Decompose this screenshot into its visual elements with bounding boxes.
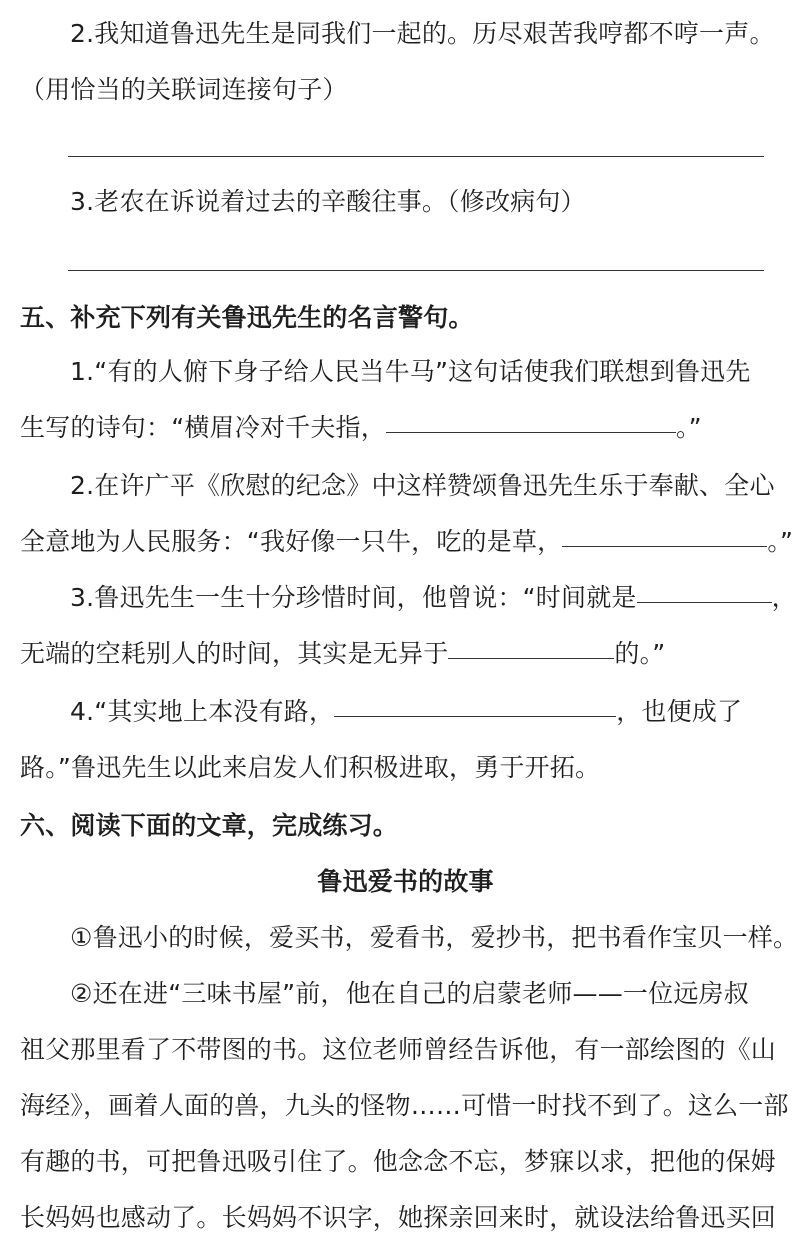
- s5-q3-line2-suffix: 的。”: [614, 639, 666, 668]
- s5-q2-line1: 2.在许广平《欣慰的纪念》中这样赞颂鲁迅先生乐于奉献、全心: [70, 471, 775, 500]
- s5-q2-prefix: 全意地为人民服务：“我好像一只牛，吃的是草，: [20, 527, 563, 556]
- s5-q2-blank[interactable]: [562, 545, 767, 547]
- s4-q3-text: 3.老农在诉说着过去的辛酸往事。（修改病句）: [70, 187, 586, 216]
- s5-q4-line1: [0, 692, 811, 732]
- s4-q2-answer-line[interactable]: [68, 156, 764, 157]
- article-p2-line5: 长妈妈也感动了。长妈妈不识字，她探亲回来时，就设法给鲁迅买回: [20, 1203, 777, 1232]
- s5-q3-blank-2[interactable]: [448, 657, 614, 659]
- s5-q3-line1: [0, 578, 811, 618]
- s5-q1-suffix: 。”: [675, 413, 702, 442]
- article-p2-line1: ②还在进“三味书屋”前，他在自己的启蒙老师——一位远房叔: [70, 979, 749, 1008]
- s5-q1-line2: [0, 408, 811, 448]
- s5-q3-suffix: ，: [771, 583, 797, 612]
- s5-q1-line1: 1.“有的人俯下身子给人民当牛马”这句话使我们联想到鲁迅先: [70, 357, 751, 386]
- s5-q2-suffix: 。”: [767, 527, 794, 556]
- s4-q2-text: 2.我知道鲁迅先生是同我们一起的。历尽艰苦我哼都不哼一声。: [70, 19, 775, 48]
- s5-q1-prefix: 生写的诗句：“横眉冷对千夫指，: [20, 413, 386, 442]
- s5-q4-line2: 路。”鲁迅先生以此来启发人们积极进取，勇于开拓。: [20, 753, 601, 782]
- s5-heading: 五、补充下列有关鲁迅先生的名言警句。: [20, 303, 474, 332]
- article-p2-line2: 祖父那里看了不带图的书。这位老师曾经告诉他，有一部绘图的《山: [20, 1035, 777, 1064]
- s5-q4-prefix: 4.“其实地上本没有路，: [70, 697, 335, 726]
- s4-q3-answer-line[interactable]: [68, 270, 764, 271]
- s5-q3-line2: [0, 634, 811, 674]
- s5-q1-blank[interactable]: [386, 431, 676, 433]
- s5-q3-prefix: 3.鲁迅先生一生十分珍惜时间，他曾说：“时间就是: [70, 583, 637, 612]
- article-p2-line4: 有趣的书，可把鲁迅吸引住了。他念念不忘，梦寐以求，把他的保姆: [20, 1147, 777, 1176]
- s5-q4-suffix: ，也便成了: [616, 697, 743, 726]
- article-title: 鲁迅爱书的故事: [317, 867, 494, 896]
- article-p2-line3: 海经》，画着人面的兽，九头的怪物……可惜一时找不到了。这么一部: [20, 1091, 789, 1120]
- s5-q3-line2-prefix: 无端的空耗别人的时间，其实是无异于: [20, 639, 449, 668]
- article-p1: ①鲁迅小的时候，爱买书，爱看书，爱抄书，把书看作宝贝一样。: [70, 923, 799, 952]
- s4-q2-note: （用恰当的关联词连接句子）: [20, 75, 348, 104]
- s6-heading: 六、阅读下面的文章，完成练习。: [20, 811, 399, 840]
- s5-q3-blank-1[interactable]: [637, 601, 772, 603]
- s5-q2-line2: [0, 522, 811, 562]
- s5-q4-blank[interactable]: [334, 715, 616, 717]
